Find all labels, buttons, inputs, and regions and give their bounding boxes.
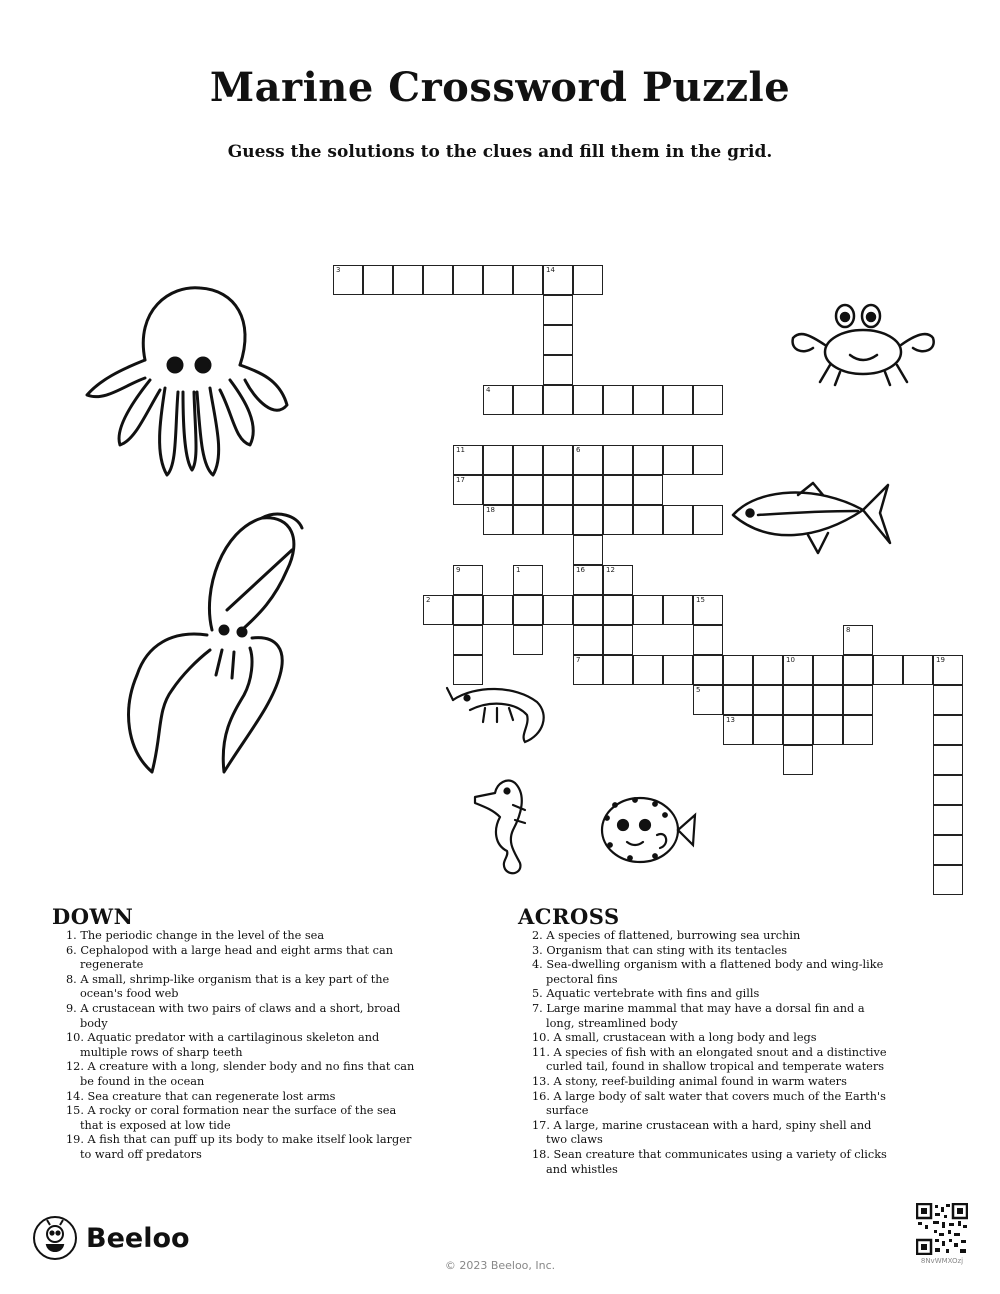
grid-cell[interactable] (693, 595, 723, 625)
grid-cell[interactable] (693, 385, 723, 415)
clue-number: 17 (456, 476, 465, 484)
grid-cell[interactable] (693, 505, 723, 535)
down-clue: 1. The periodic change in the level of the sea (66, 929, 325, 942)
grid-cell[interactable] (813, 655, 843, 685)
grid-cell[interactable] (333, 265, 363, 295)
grid-cell[interactable] (693, 445, 723, 475)
grid-cell[interactable] (813, 715, 843, 745)
grid-cell[interactable] (543, 595, 573, 625)
grid-cell[interactable] (603, 475, 633, 505)
grid-cell[interactable] (633, 655, 663, 685)
across-clue: 16. A large body of salt water that covers much of the Earth's surface (532, 1089, 886, 1118)
across-clues (518, 905, 890, 1177)
grid-cell[interactable] (603, 385, 633, 415)
down-clue: 15. A rocky or coral formation near the surface of the sea that is exposed at low tide (66, 1104, 397, 1132)
grid-cell[interactable] (543, 385, 573, 415)
grid-cell[interactable] (723, 685, 753, 715)
across-clue: 7. Large marine mammal that may have a dorsal fin and a long, streamlined body (532, 1001, 865, 1030)
grid-cell[interactable] (573, 535, 603, 565)
clue-number: 5 (696, 686, 701, 694)
down-heading: DOWN (52, 904, 134, 929)
grid-cell[interactable] (543, 475, 573, 505)
grid-cell[interactable] (513, 625, 543, 655)
pufferfish-icon (595, 790, 700, 870)
grid-cell[interactable] (933, 775, 963, 805)
grid-cell[interactable] (783, 745, 813, 775)
shrimp-icon (445, 680, 555, 750)
across-clue: 10. A small, crustacean with a long body and legs (532, 1031, 817, 1045)
grid-cell[interactable] (573, 265, 603, 295)
grid-cell[interactable] (783, 685, 813, 715)
seahorse-icon (465, 775, 535, 880)
lobster-icon (112, 510, 322, 780)
grid-cell[interactable] (603, 565, 633, 595)
grid-cell[interactable] (663, 445, 693, 475)
grid-cell[interactable] (453, 595, 483, 625)
clue-number: 6 (576, 446, 581, 454)
grid-cell[interactable] (483, 265, 513, 295)
grid-cell[interactable] (603, 625, 633, 655)
instructions: Guess the solutions to the clues and fill them in the grid. (227, 142, 773, 162)
clue-number: 4 (486, 386, 491, 394)
grid-cell[interactable] (513, 475, 543, 505)
grid-cell[interactable] (483, 505, 513, 535)
grid-cell[interactable] (843, 625, 873, 655)
across-clue: 13. A stony, reef-building animal found in warm waters (532, 1074, 847, 1088)
grid-cell[interactable] (603, 595, 633, 625)
grid-cell[interactable] (483, 595, 513, 625)
grid-cell[interactable] (453, 445, 483, 475)
grid-cell[interactable] (573, 625, 603, 655)
grid-cell[interactable] (933, 865, 963, 895)
down-clues (52, 905, 422, 1163)
down-clue: 9. A crustacean with two pairs of claws and a short, broad body (66, 1001, 401, 1030)
grid-cell[interactable] (513, 265, 543, 295)
grid-cell[interactable] (633, 505, 663, 535)
grid-cell[interactable] (753, 655, 783, 685)
grid-cell[interactable] (693, 655, 723, 685)
grid-cell[interactable] (513, 445, 543, 475)
grid-cell[interactable] (603, 505, 633, 535)
clue-number: 19 (936, 656, 945, 664)
across-clue: 17. A large, marine crustacean with a hard, spiny shell and two claws (532, 1118, 872, 1147)
grid-cell[interactable] (693, 625, 723, 655)
grid-cell[interactable] (573, 445, 603, 475)
grid-cell[interactable] (393, 265, 423, 295)
clue-number: 18 (486, 506, 495, 514)
across-clue: 4. Sea-dwelling organism with a flattened body and wing-like pectoral fins (532, 958, 884, 986)
clue-number: 7 (576, 656, 581, 664)
clue-number: 3 (336, 266, 341, 274)
clue-number: 12 (606, 566, 615, 574)
crab-icon (785, 300, 945, 390)
grid-cell[interactable] (663, 655, 693, 685)
grid-cell[interactable] (753, 685, 783, 715)
grid-cell[interactable] (663, 505, 693, 535)
grid-cell[interactable] (573, 565, 603, 595)
grid-cell[interactable] (633, 445, 663, 475)
grid-cell[interactable] (933, 805, 963, 835)
grid-cell[interactable] (693, 685, 723, 715)
grid-cell[interactable] (573, 505, 603, 535)
down-clue: 12. A creature with a long, slender body and no fins that can be found in the ocean (66, 1060, 415, 1088)
grid-cell[interactable] (513, 595, 543, 625)
grid-cell[interactable] (933, 685, 963, 715)
grid-cell[interactable] (783, 715, 813, 745)
grid-cell[interactable] (543, 295, 573, 325)
grid-cell[interactable] (453, 265, 483, 295)
grid-cell[interactable] (633, 475, 663, 505)
octopus-icon (75, 280, 305, 490)
clue-number: 13 (726, 716, 735, 724)
grid-cell[interactable] (843, 715, 873, 745)
brand-logo (32, 1215, 190, 1261)
grid-cell[interactable] (723, 655, 753, 685)
grid-cell[interactable] (543, 445, 573, 475)
grid-cell[interactable] (543, 265, 573, 295)
grid-cell[interactable] (813, 685, 843, 715)
grid-cell[interactable] (363, 265, 393, 295)
grid-cell[interactable] (513, 505, 543, 535)
grid-cell[interactable] (843, 655, 873, 685)
grid-cell[interactable] (483, 385, 513, 415)
across-clue: 3. Organism that can sting with its tentacles (532, 943, 788, 957)
grid-cell[interactable] (453, 475, 483, 505)
across-clue: 5. Aquatic vertebrate with fins and gills (532, 987, 760, 1001)
clue-number: 15 (696, 596, 705, 604)
grid-cell[interactable] (723, 715, 753, 745)
brand-name: Beeloo (86, 1222, 190, 1254)
clue-number: 9 (456, 566, 461, 574)
qr-code-icon[interactable] (916, 1203, 968, 1255)
fish-icon (728, 475, 898, 565)
clue-number: 11 (456, 446, 465, 454)
down-clue: 6. Cephalopod with a large head and eight arms that can regenerate (66, 943, 394, 972)
grid-cell[interactable] (933, 745, 963, 775)
across-clue: 2. A species of flattened, burrowing sea urchin (532, 929, 801, 942)
grid-cell[interactable] (513, 565, 543, 595)
down-clue: 19. A fish that can puff up its body to make itself look larger to ward off predators (66, 1133, 412, 1161)
grid-cell[interactable] (633, 595, 663, 625)
grid-cell[interactable] (453, 625, 483, 655)
grid-cell[interactable] (873, 655, 903, 685)
grid-cell[interactable] (573, 655, 603, 685)
grid-cell[interactable] (603, 445, 633, 475)
grid-cell[interactable] (603, 655, 633, 685)
grid-cell[interactable] (573, 595, 603, 625)
across-clue: 11. A species of fish with an elongated snout and a distinctive curled tail, found in shallow tropical and temperate waters (532, 1045, 887, 1074)
across-clue: 18. Sean creature that communicates using a variety of clicks and whistles (532, 1147, 887, 1176)
grid-cell[interactable] (423, 595, 453, 625)
grid-cell[interactable] (573, 475, 603, 505)
grid-cell[interactable] (663, 385, 693, 415)
clue-number: 8 (846, 626, 851, 634)
clue-number: 1 (516, 566, 521, 574)
grid-cell[interactable] (633, 385, 663, 415)
qr-code-label: 8NvWMXOzj (920, 1257, 964, 1265)
copyright: © 2023 Beeloo, Inc. (444, 1259, 556, 1272)
grid-cell[interactable] (783, 655, 813, 685)
clue-number: 14 (546, 266, 555, 274)
grid-cell[interactable] (423, 265, 453, 295)
clue-number: 16 (576, 566, 585, 574)
grid-cell[interactable] (513, 385, 543, 415)
page-title: Marine Crossword Puzzle (209, 64, 791, 111)
grid-cell[interactable] (573, 385, 603, 415)
grid-cell[interactable] (483, 475, 513, 505)
grid-cell[interactable] (933, 715, 963, 745)
clue-number: 10 (786, 656, 795, 664)
grid-cell[interactable] (543, 325, 573, 355)
grid-cell[interactable] (663, 595, 693, 625)
down-clue: 8. A small, shrimp-like organism that is a key part of the ocean's food web (66, 972, 390, 1001)
grid-cell[interactable] (753, 715, 783, 745)
grid-cell[interactable] (543, 355, 573, 385)
across-heading: ACROSS (518, 904, 620, 929)
grid-cell[interactable] (903, 655, 933, 685)
grid-cell[interactable] (933, 655, 963, 685)
grid-cell[interactable] (483, 445, 513, 475)
grid-cell[interactable] (843, 685, 873, 715)
down-clue: 10. Aquatic predator with a cartilaginous skeleton and multiple rows of sharp teeth (66, 1031, 380, 1059)
grid-cell[interactable] (933, 835, 963, 865)
grid-cell[interactable] (543, 505, 573, 535)
bee-icon (32, 1215, 78, 1261)
grid-cell[interactable] (453, 565, 483, 595)
clue-number: 2 (426, 596, 431, 604)
down-clue: 14. Sea creature that can regenerate lost arms (66, 1089, 336, 1103)
